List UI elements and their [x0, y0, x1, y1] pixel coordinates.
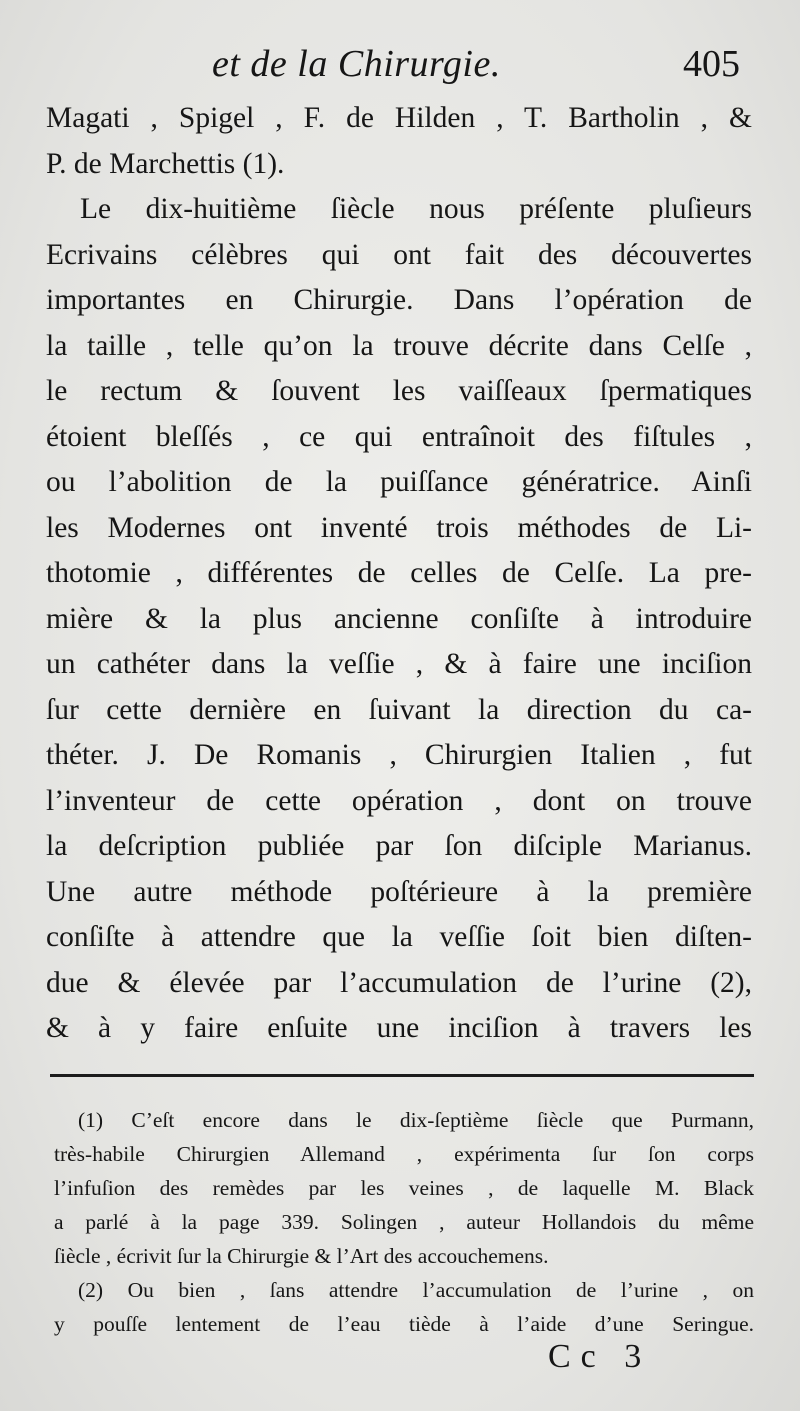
footnote-line: (1) C’eſt encore dans le dix-ſeptième ſiècle que Purmann,	[78, 1108, 754, 1132]
text-line: Ecrivains célèbres qui ont fait des découvertes	[46, 238, 752, 271]
footnote-line: a parlé à la page 339. Solingen , auteur Hollandois du même	[54, 1210, 754, 1234]
footnote-divider	[50, 1074, 754, 1077]
text-line: thotomie , différentes de celles de Celſe. La pre-	[46, 557, 752, 589]
text-line: la deſcription publiée par ſon diſciple Marianus.	[46, 830, 752, 862]
text-line: conſiſte à attendre que la veſſie ſoit bien diſten-	[46, 921, 752, 953]
text-line: étoient bleſſés , ce qui entraînoit des fiſtules ,	[46, 420, 752, 453]
text-line: Le dix-huitième ſiècle nous préſente pluſieurs	[80, 193, 752, 225]
text-line: Magati , Spigel , F. de Hilden , T. Bartholin , &	[46, 102, 752, 134]
text-line: ſur cette dernière en ſuivant la direction du ca-	[46, 693, 752, 726]
text-line: due & élevée par l’accumulation de l’urine (2),	[46, 966, 752, 999]
text-line: les Modernes ont inventé trois méthodes de Li-	[46, 511, 752, 544]
signature-mark: Cc 3	[548, 1338, 652, 1375]
text-line: théter. J. De Romanis , Chirurgien Italien , fut	[46, 739, 752, 771]
footnote-line: ſiècle , écrivit ſur la Chirurgie & l’Art des accouchemens.	[54, 1244, 549, 1268]
running-title: et de la Chirurgie.	[212, 43, 501, 85]
text-line: l’inventeur de cette opération , dont on trouve	[46, 784, 752, 817]
footnote-line: (2) Ou bien , ſans attendre l’accumulation de l’urine , on	[78, 1278, 754, 1302]
text-line: importantes en Chirurgie. Dans l’opération de	[46, 284, 752, 316]
main-text	[46, 96, 752, 1052]
footnotes	[54, 1103, 754, 1341]
text-line: Une autre méthode poſtérieure à la première	[46, 875, 752, 908]
text-line: P. de Marchettis (1).	[46, 147, 285, 180]
text-line: ou l’abolition de la puiſſance génératrice. Ainſi	[46, 466, 752, 498]
text-line: & à y faire enſuite une inciſion à travers les	[46, 1012, 752, 1044]
page-number: 405	[683, 43, 740, 85]
text-line: mière & la plus ancienne conſiſte à introduire	[46, 602, 752, 635]
footnote-line: très-habile Chirurgien Allemand , expérimenta ſur ſon corps	[54, 1142, 754, 1166]
text-line: un cathéter dans la veſſie , & à faire une inciſion	[46, 648, 752, 680]
page-header	[0, 42, 800, 102]
footnote-line: y pouſſe lentement de l’eau tiède à l’aide d’une Seringue.	[54, 1312, 754, 1336]
footnote-line: l’infuſion des remèdes par les veines , de laquelle M. Black	[54, 1176, 754, 1200]
text-line: la taille , telle qu’on la trouve décrite dans Celſe ,	[46, 329, 752, 362]
text-line: le rectum & ſouvent les vaiſſeaux ſpermatiques	[46, 375, 752, 407]
